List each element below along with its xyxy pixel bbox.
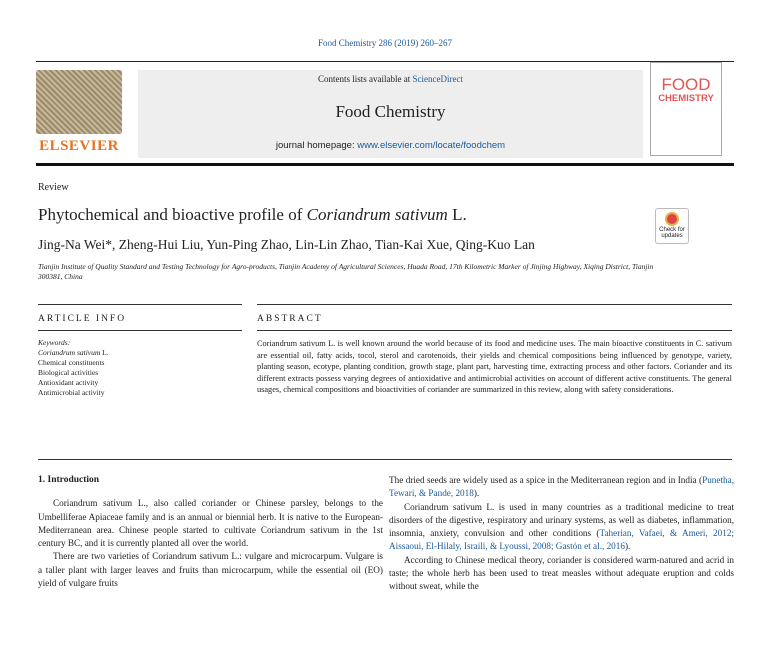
header-divider — [36, 163, 734, 166]
updates-icon — [665, 212, 679, 226]
journal-cover[interactable] — [650, 62, 722, 156]
sciencedirect-link[interactable]: ScienceDirect — [412, 74, 463, 84]
paragraph: Coriandrum sativum L. is used in many countries as a traditional medicine to treat disorders of the digestive, respiratory and urinary systems, as well as diabetes, inflammation, insomnia, anxiety, convulsion and other conditions (Taherian, Vafaei, & Ameri, 2012; Aissaoui, El-Hilaly, Israili, & Lyoussi, 2008; Gastón et al., 2016). — [389, 501, 734, 552]
divider — [257, 304, 732, 305]
affiliation: Tianjin Institute of Quality Standard and Testing Technology for Agro-products, Tianjin Academy of Agricultural Sciences, Huada Road, 17th Kilometric Marker of Jinjing Highway, Xiqing District, Tianjin 300381, China — [38, 262, 654, 281]
paragraph: The dried seeds are widely used as a spice in the Mediterranean region and in India (Punetha, Tewari, & Pande, 2018). — [389, 475, 734, 499]
citation-link[interactable]: Taherian, Vafaei, & Ameri, 2012; Aissaoui, El-Hilaly, Israili, & Lyoussi, 2008; Gastón et al., 2016 — [389, 528, 734, 552]
journal-name: Food Chemistry — [335, 102, 446, 121]
journal-citation[interactable]: Food Chemistry 286 (2019) 260–267 — [318, 38, 452, 48]
check-for-updates-button[interactable]: Check for updates — [655, 208, 689, 244]
elsevier-wordmark: ELSEVIER — [39, 138, 119, 154]
elsevier-logo — [36, 70, 122, 156]
section-heading: 1. Introduction — [38, 475, 100, 485]
keywords-block — [38, 338, 242, 398]
cover-title-food: FOOD — [661, 75, 711, 94]
journal-banner — [138, 70, 643, 158]
abstract-header: ABSTRACT — [257, 314, 323, 324]
elsevier-tree-icon — [36, 70, 122, 134]
article-title: Phytochemical and bioactive profile of Coriandrum sativum L. — [38, 205, 467, 224]
keyword-item: Biological activities — [38, 368, 99, 377]
keywords-label: Keywords: — [38, 338, 71, 347]
homepage-link[interactable]: www.elsevier.com/locate/foodchem — [357, 140, 506, 151]
divider — [36, 61, 734, 62]
divider — [257, 330, 732, 331]
citation-link[interactable]: Punetha, Tewari, & Pande, 2018 — [389, 475, 734, 499]
keyword-item: Antimicrobial activity — [38, 388, 105, 397]
keyword-item: Chemical constituents — [38, 358, 105, 367]
body-column-right — [389, 474, 734, 594]
divider — [38, 330, 242, 331]
keyword-item: Antioxidant activity — [38, 378, 99, 387]
body-column-left — [38, 474, 383, 590]
cover-title-chemistry: CHEMISTRY — [658, 93, 714, 104]
paragraph: According to Chinese medical theory, coriander is considered warm-natured and acrid in taste; the whole herb has been used to treat measles without adequate eruption and colds without sweat, while the — [389, 554, 734, 592]
divider — [38, 459, 732, 460]
article-type: Review — [38, 182, 69, 193]
keyword-item: Coriandrum sativum L. — [38, 348, 109, 357]
contents-line: Contents lists available at ScienceDirect — [318, 74, 463, 84]
author-list: Jing-Na Wei*, Zheng-Hui Liu, Yun-Ping Zhao, Lin-Lin Zhao, Tian-Kai Xue, Qing-Kuo Lan — [38, 237, 535, 252]
journal-homepage: journal homepage: www.elsevier.com/locate/foodchem — [275, 140, 506, 151]
divider — [38, 304, 242, 305]
paragraph: There are two varieties of Coriandrum sativum L.: vulgare and microcarpum. Vulgare is a taller plant with larger leaves and fruits than microcarpum, while the essential oil (EO) yield of vulgare fruits — [38, 551, 383, 589]
article-info-header: ARTICLE INFO — [38, 314, 127, 324]
abstract-text: Coriandrum sativum L. is well known around the world because of its food and medicine uses. The main bioactive constituents in C. sativum are essential oil, fatty acids, tocol, sterol and carotenoids, their yields and chemical compositions being influenced by genotype, variety, planting season, ecotype, planting condition, growth stage, plant part, harvesting time, extracting process and other factors. Coriander and its different extracts possess varying degrees of antioxidative and antimicrobial activities on account of different active constituents. The general usages, chemical compositions and bioactivities of coriander are summarized in this review, along with safety considerations. — [257, 339, 732, 395]
paragraph: Coriandrum sativum L., also called coriander or Chinese parsley, belongs to the Umbelliferae Apiaceae family and is an annual or biennial herb. It is native to the European-Mediterranean area. Chinese people started to cultivate Coriandrum sativum in the 1st century BC, and it is currently planted all over the world. — [38, 498, 383, 549]
